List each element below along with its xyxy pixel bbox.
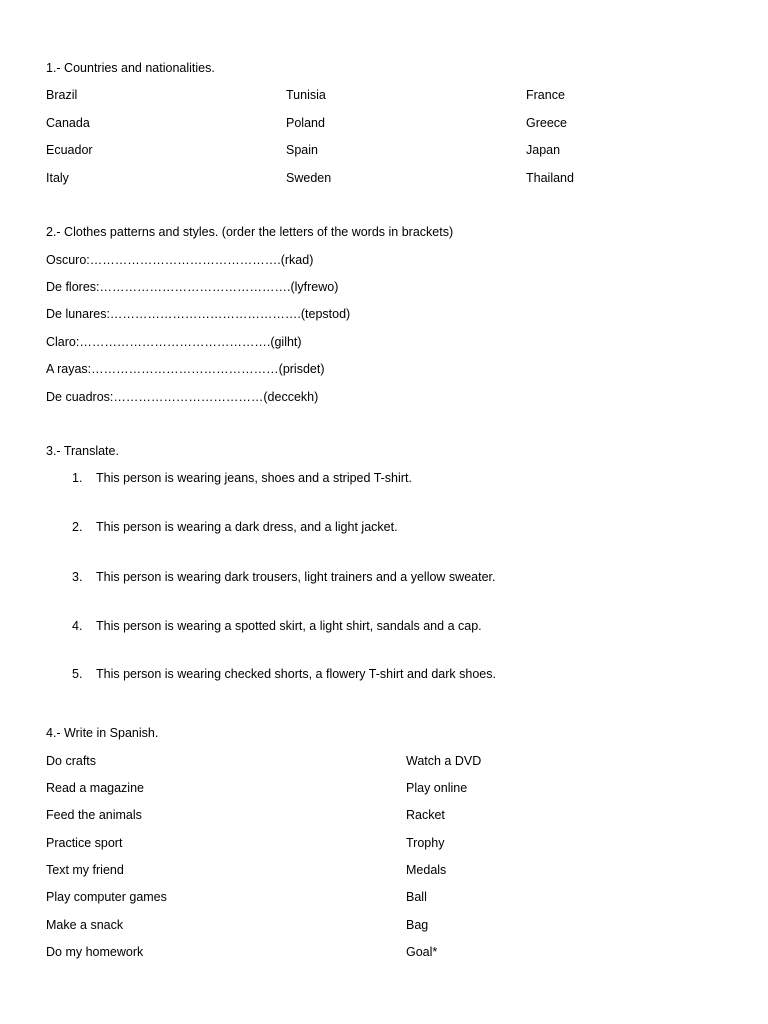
section-3-title: 3.- Translate. (46, 444, 119, 458)
pattern-item: Claro:……………………………………….(gilht) (46, 335, 302, 349)
country-item: Japan (526, 143, 561, 157)
country-item: Ecuador (46, 143, 93, 157)
activity-item: Feed the animals (46, 808, 142, 822)
country-item: Italy (46, 171, 69, 185)
translate-sentence: This person is wearing a dark dress, and a light jacket. (96, 520, 398, 534)
activity-item: Ball (406, 890, 427, 904)
country-item: Greece (526, 116, 567, 130)
activity-item: Read a magazine (46, 781, 144, 795)
section-1-title: 1.- Countries and nationalities. (46, 61, 215, 75)
activity-item: Do my homework (46, 945, 144, 959)
activity-item: Bag (406, 918, 429, 932)
translate-number: 3. (72, 570, 83, 584)
country-item: Thailand (526, 171, 574, 185)
country-item: Sweden (286, 171, 332, 185)
translate-number: 2. (72, 520, 83, 534)
translate-number: 1. (72, 471, 83, 485)
translate-number: 4. (72, 619, 83, 633)
translate-number: 5. (72, 667, 83, 681)
section-2-title: 2.- Clothes patterns and styles. (order the letters of the words in brackets) (46, 225, 454, 239)
pattern-item: De lunares:……………………………………….(tepstod) (46, 307, 351, 321)
translate-sentence: This person is wearing a spotted skirt, a light shirt, sandals and a cap. (96, 619, 482, 633)
pattern-item: De flores:……………………………………….(lyfrewo) (46, 280, 339, 294)
activity-item: Goal* (406, 945, 438, 959)
pattern-item: Oscuro:……………………………………….(rkad) (46, 253, 314, 267)
pattern-item: De cuadros:………………………………(deccekh) (46, 390, 319, 404)
country-item: Spain (286, 143, 318, 157)
activity-item: Racket (406, 808, 445, 822)
activity-item: Do crafts (46, 754, 97, 768)
country-item: Poland (286, 116, 325, 130)
activity-item: Trophy (406, 836, 445, 850)
country-item: Canada (46, 116, 90, 130)
activity-item: Watch a DVD (406, 754, 482, 768)
activity-item: Practice sport (46, 836, 123, 850)
country-item: Tunisia (286, 88, 326, 102)
activity-item: Medals (406, 863, 447, 877)
activity-item: Play computer games (46, 890, 167, 904)
country-item: Brazil (46, 88, 78, 102)
activity-item: Text my friend (46, 863, 124, 877)
translate-sentence: This person is wearing jeans, shoes and a striped T-shirt. (96, 471, 412, 485)
pattern-item: A rayas:………………………………………(prisdet) (46, 362, 325, 376)
section-4-title: 4.- Write in Spanish. (46, 726, 159, 740)
translate-sentence: This person is wearing checked shorts, a flowery T-shirt and dark shoes. (96, 667, 496, 681)
activity-item: Play online (406, 781, 468, 795)
activity-item: Make a snack (46, 918, 124, 932)
translate-sentence: This person is wearing dark trousers, light trainers and a yellow sweater. (96, 570, 496, 584)
country-item: France (526, 88, 565, 102)
